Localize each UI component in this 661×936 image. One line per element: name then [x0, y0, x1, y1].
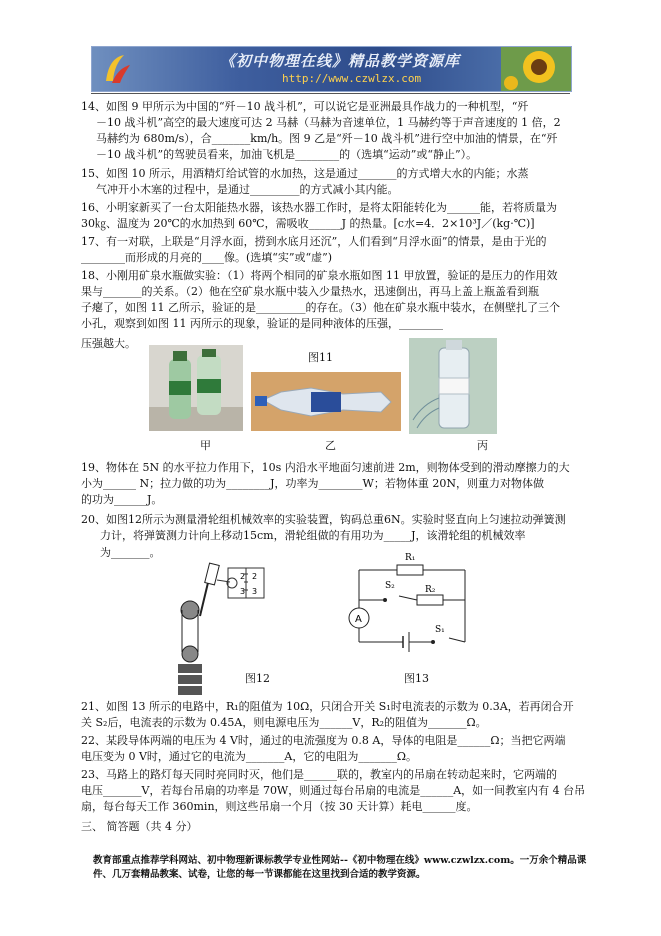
q18-line3: 子瘪了，如图 11 乙所示，验证的是_________的存在。（3）他在矿泉水瓶中装水，在侧壁扎了三个	[81, 301, 560, 314]
q15-line2: 气冲开小木塞的过程中，是通过_________的方式减小其内能。	[96, 183, 399, 196]
q14-line1: 14、如图 9 甲所示为中国的“歼－10 战斗机”，可以说它是亚洲最具作战力的一种机型，“歼	[81, 100, 529, 113]
section-3-heading: 三、 简答题（共 4 分）	[81, 820, 198, 833]
q16-line1: 16、小明家新买了一台太阳能热水器，该热水器工作时，是将太阳能转化为______能，若将质量为	[81, 201, 557, 214]
fig11-photo-yi	[251, 372, 401, 431]
fig13-label-s2: S₂	[385, 581, 395, 591]
q18-line4: 小孔，观察到如图 11 丙所示的现象，验证的是同种液体的压强，________	[81, 317, 443, 330]
q18-line1: 18、小刚用矿泉水瓶做实验：（1）将两个相同的矿泉水瓶如图 11 甲放置，验证的是压力的作用效	[81, 269, 558, 282]
fig11-photo-bing	[409, 338, 497, 434]
fig13-label-r1: R₁	[405, 553, 416, 563]
site-title: 《初中物理在线》精品教学资源库	[220, 52, 461, 70]
footer-line1: 教育部重点推荐学科网站、初中物理新课标教学专业性网站--《初中物理在线》www.czwlzx.com。一万余个精品课	[93, 855, 587, 866]
q20-line3: 为_______。	[100, 546, 161, 559]
fig12-scale-mark: 3	[240, 587, 246, 596]
fig12-scale-mark: 3	[252, 587, 258, 596]
q19-line1: 19、物体在 5N 的水平拉力作用下，10s 内沿水平地面匀速前进 2m，则物体受到的滑动摩擦力的大	[81, 461, 570, 474]
q19-line2: 小为______ N；拉力做的功为________J，功率为________W；若物体重 20N，则重力对物体做	[81, 477, 544, 490]
q20-line2: 力计，将弹簧测力计向上移动15cm，滑轮组做的有用功为_____J，该滑轮组的机械效率	[100, 529, 526, 542]
footer-line2: 件、几万套精品教案、试卷，让您的每一节课都能在这里找到合适的教学资源。	[93, 869, 426, 880]
q21-line1: 21、如图 13 所示的电路中，R₁的阻值为 10Ω，只闭合开关 S₁时电流表的示数为 0.3A，若再闭合开	[81, 700, 574, 713]
q22-line1: 22、某段导体两端的电压为 4 V时，通过的电流强度为 0.8 A，导体的电阻是______Ω；当把它两端	[81, 734, 566, 747]
q19-line3: 的功为______J。	[81, 493, 163, 506]
q14-line3: 马赫约为 680m/s），合_______km/h。图 9 乙是“歼－10 战斗机”进行空中加油的情景，在“歼	[96, 132, 558, 145]
fig11-label-bing: 丙	[477, 439, 488, 452]
site-url[interactable]: http://www.czwlzx.com	[282, 72, 422, 85]
site-logo-icon	[98, 51, 134, 87]
fig12-caption: 图12	[245, 672, 270, 685]
q17-line2: ________而形成的月亮的____像。(选填“实”或“虚”)	[81, 251, 333, 264]
q21-line2: 关 S₂后，电流表的示数为 0.45A，则电源电压为______V，R₂的阻值为_______Ω。	[81, 716, 487, 729]
header-banner	[91, 46, 572, 92]
q18-line5: 压强越大。	[81, 337, 136, 350]
q14-line4: －10 战斗机”的驾驶员看来，加油飞机是________的（选填“运动”或“静止”）。	[96, 148, 478, 161]
q23-line2: 电压_______V，若每台吊扇的功率是 70W，则通过每台吊扇的电流是______A，如一间教室内有 4 台吊	[81, 784, 586, 797]
q14-line2: －10 战斗机”高空的最大速度可达 2 马赫（马赫为音速单位，1 马赫约等于声音速度的 1 倍，2	[96, 116, 561, 129]
fig12-scale-mark: 2	[240, 572, 246, 581]
ammeter-icon: A	[355, 614, 362, 625]
fig11-caption: 图11	[308, 351, 333, 364]
fig11-label-yi: 乙	[325, 439, 336, 452]
fig13-label-s1: S₁	[435, 625, 445, 635]
q16-line2: 30㎏、温度为 20℃的水加热到 60℃，需吸收______J 的热量。[c水=4．2×10³J／(kg·℃)]	[81, 217, 535, 230]
fig13-circuit-diagram	[345, 548, 475, 658]
q18-line2: 果与_______的关系。（2）他在空矿泉水瓶中装入少量热水，迅速倒出，再马上盖上瓶盖看到瓶	[81, 285, 539, 298]
q15-line1: 15、如图 10 所示，用酒精灯给试管的水加热，这是通过_______的方式增大水的内能；水蒸	[81, 167, 529, 180]
fig11-label-jia: 甲	[200, 439, 211, 452]
fig12-scale-mark: 2	[252, 572, 258, 581]
q17-line1: 17、有一对联，上联是“月浮水面，捞到水底月还沉”，人们看到“月浮水面”的情景，是由于光的	[81, 235, 547, 248]
fig11-photo-jia	[149, 345, 243, 431]
q22-line2: 电压变为 0 V时，通过它的电流为_______A，它的电阻为_______Ω。	[81, 750, 417, 763]
q23-line1: 23、马路上的路灯每天同时亮同时灭，他们是______联的，教室内的吊扇在转动起来时，它两端的	[81, 768, 557, 781]
q20-line1: 20、如图12所示为测量滑轮组机械效率的实验装置，钩码总重6N。实验时竖直向上匀速拉动弹簧测	[81, 513, 566, 526]
fig13-label-r2: R₂	[425, 585, 436, 595]
header-divider	[91, 93, 570, 94]
sunflower-icon	[501, 47, 571, 91]
fig12-pulley-diagram	[160, 560, 290, 700]
fig13-caption: 图13	[404, 672, 429, 685]
q23-line3: 扇，每台每天工作 360min，则这些吊扇一个月（按 30 天计算）耗电______度。	[81, 800, 478, 813]
